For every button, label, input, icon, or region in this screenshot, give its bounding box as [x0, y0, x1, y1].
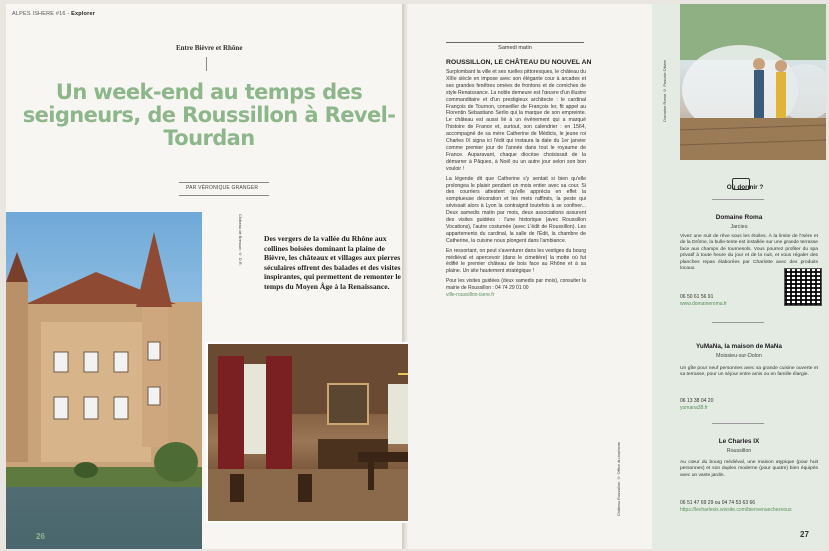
- bubble-tent-illustration: [680, 4, 826, 160]
- sidebar-rule: [712, 199, 764, 200]
- place-url[interactable]: https://lecharlesix.wixsite.com/bienvenuechezvous: [680, 507, 792, 513]
- page-number-right: 27: [800, 530, 809, 539]
- byline-rule-top: [179, 182, 269, 183]
- place-contact: [680, 294, 780, 308]
- hall-photo-credit: Château Roussillon © Office du tourisme: [616, 442, 621, 517]
- visit-contact-link[interactable]: ville-roussillon-isere.fr: [446, 292, 495, 299]
- lede: Des vergers de la vallée du Rhône aux collines boisées dominant la plaine de Bièvre, les châteaux et villages aux pierres séculaires offrent des balades et des visites inspirantes, qui permettent de remonter le temps du Moyen Âge à la Renaissance.: [264, 234, 401, 291]
- place-name: YuMaNa, la maison de MaNa: [696, 343, 782, 350]
- running-head-section: Explorer: [71, 11, 96, 17]
- article-paragraph: Surplombant la ville et ses ruelles pittoresques, le château du XIIIe siècle en impose avec son élégante cour à arcades et ses grandes fenêtres ornées de frontons et de corniches de style Renaissance. La noble demeure est l'œuvre d'un illustre commanditaire et d'un prestigieux architecte : le cardinal François de Tournon, conseiller de François Ier, fit appel au Florentin Sebastiano Serlio qui la marque de son empreinte. Le château est aussi lié à un événement qui a marqué l'histoire de France et, surtout, son calendrier : en 1564, accompagné de sa mère Catherine de Médicis, le jeune roi Charles IX signa ici l'édit qui instaura la date du 1er janvier comme premier jour de l'année dans tout le royaume de France. Auparavant, chaque diocèse choisissait de la démarrer à Pâques, à Noël ou un autre jour selon son bon vouloir !: [446, 69, 586, 172]
- place-name: Le Charles IX: [718, 438, 760, 445]
- place-url[interactable]: www.domaineroma.fr: [680, 301, 727, 307]
- sidebar-rule: [712, 423, 764, 424]
- castle-photo-credit: Château de Bresson © D.R.: [238, 214, 243, 266]
- bubble-photo-credit: Domaine Roma © Pascale Olivier: [662, 60, 667, 122]
- where-to-stay-sidebar: [652, 4, 826, 549]
- right-page: [408, 4, 826, 549]
- place-town: Roussillon: [726, 448, 752, 454]
- place-contact: [680, 398, 820, 412]
- sidebar-rule: [712, 322, 764, 323]
- place-url[interactable]: yumana38.fr: [680, 405, 708, 411]
- section-title: ROUSSILLON, LE CHÂTEAU DU NOUVEL AN: [446, 59, 592, 66]
- place-description: Au cœur du bourg médiéval, une maison atypique (pour huit personnes) et son duplex moderne (pour quatre) bien équipés avec un vaste jardin.: [680, 460, 818, 478]
- castle-photo: [6, 212, 202, 549]
- sub-kicker: Samedi matin: [446, 42, 584, 51]
- article-paragraph: La légende dit que Catherine s'y sentait si bien qu'elle prolongea le plaisir pendant un mois entier avec sa cour. Si des courriers attestent qu'elle apprécia en effet la somptueuse décoration et les mets raffinés, la peste qui sévissait alors à Lyon la contraignit toutefois à se confiner... Deux samedis matin par mois, deux associations assurent des visites guidées : l'une historique (avec Roussillon Vocations), l'autre costumée (avec L'édit de Roussillon). Les appartements du cardinal, la salle de l'Édit, la chambre de Catherine, la cuisine nous plongent dans l'ambiance.: [446, 175, 586, 244]
- article-paragraph: En ressortant, on peut s'aventurer dans les vestiges du bourg médiéval et apercevoir (dans le cimetière) la motte où fut édifié le premier château de bois face au Rhône et à sa plaine. Un site hautement stratégique !: [446, 247, 586, 275]
- running-head: [12, 11, 95, 17]
- visit-contact: [446, 278, 586, 299]
- visit-contact-text: Pour les visites guidées (deux samedis par mois), consulter la mairie de Roussillon : 04 74 29 01 00: [446, 278, 586, 292]
- bubble-tent-photo: [680, 4, 826, 160]
- kicker-rule: [206, 57, 207, 71]
- place-phone: 06 13 38 04 20: [680, 398, 714, 404]
- castle-illustration: [6, 212, 202, 549]
- qr-code[interactable]: [784, 268, 822, 306]
- sidebar-title: Où dormir ?: [726, 184, 764, 191]
- place-phone: 06 51 47 69 29 ou 04 74 53 63 66: [680, 500, 756, 506]
- place-description: Un gîte pour neuf personnes avec sa grande cuisine ouverte et sa terrasse, pour un séjour entre amis ou en famille élargie.: [680, 366, 818, 378]
- place-name: Domaine Roma: [715, 214, 763, 221]
- page-number-left: 26: [36, 532, 45, 541]
- place-phone: 06 50 61 56 91: [680, 294, 714, 300]
- place-contact: [680, 500, 820, 514]
- place-description: Vivez une nuit de rêve sous les étoiles. À la limite de l'Isère et de la Drôme, la bulle-tente est installée sur une grande terrasse face aux champs de tournesols. Vous pourrez profiter du spa privatif à toute heure du jour et de la nuit, et vous régaler des planches repas élaborées par Charlotte avec des produits locaux.: [680, 234, 818, 272]
- article-body: [446, 69, 586, 299]
- kicker: Entre Bièvre et Rhône: [176, 44, 243, 52]
- running-head-magazine: ALPES ISHERE #16 -: [12, 11, 70, 17]
- byline: PAR VÉRONIQUE GRANGER: [186, 185, 259, 191]
- place-town: Moissieu-sur-Dolon: [716, 353, 762, 359]
- byline-rule-bottom: [179, 195, 269, 196]
- place-town: Jarcieu: [730, 224, 748, 230]
- headline: Un week-end au temps des seigneurs, de Roussillon à Revel-Tourdan: [22, 80, 396, 150]
